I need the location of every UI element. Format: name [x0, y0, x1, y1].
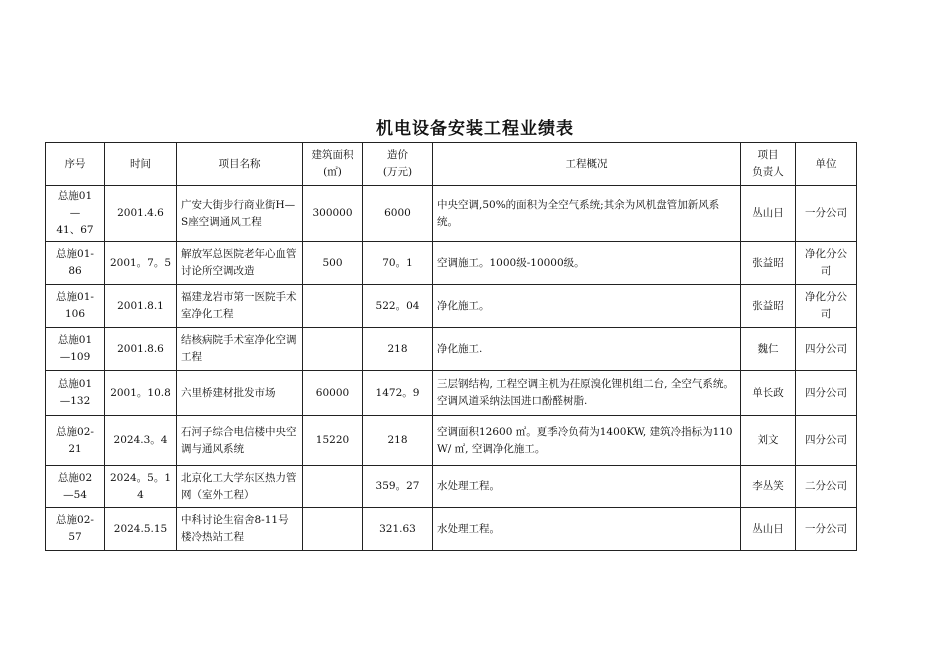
cell-seq [46, 328, 105, 371]
cell-project-name: 广安大街步行商业街H—S座空调通风工程 [177, 186, 303, 242]
seq-line: 21 [68, 442, 82, 455]
cell-lead: 魏仁 [741, 328, 796, 371]
cell-unit: 一分公司 [796, 508, 857, 551]
cell-seq [46, 285, 105, 328]
cell-cost: 70。1 [363, 242, 433, 285]
cell-area [303, 508, 363, 551]
cell-project-name: 结核病院手术室净化空调工程 [177, 328, 303, 371]
cell-seq [46, 186, 105, 242]
cell-seq [46, 242, 105, 285]
cell-seq [46, 416, 105, 466]
cell-seq [46, 508, 105, 551]
performance-table [45, 142, 857, 551]
seq-line: 总施01 [57, 334, 93, 346]
table-row [46, 416, 857, 466]
cell-project-name: 福建龙岩市第一医院手术室净化工程 [177, 285, 303, 328]
cell-cost: 218 [363, 416, 433, 466]
cell-lead: 张益昭 [741, 242, 796, 285]
cell-cost: 321.63 [363, 508, 433, 551]
header-time: 时间 [105, 143, 177, 186]
seq-line: 总施01- [56, 291, 94, 303]
cell-area [303, 466, 363, 508]
cell-area [303, 328, 363, 371]
cell-lead: 单长政 [741, 371, 796, 416]
seq-line: —132 [59, 395, 91, 407]
table-row [46, 371, 857, 416]
seq-line: 总施02- [56, 425, 94, 438]
cell-project-name: 中科讨论生宿舍8-11号楼冷热站工程 [177, 508, 303, 551]
cell-time: 2024.5.15 [105, 508, 177, 551]
seq-line: 总施01- [56, 248, 94, 260]
cell-overview: 空调面积12600 ㎡。夏季冷负荷为1400KW, 建筑冷指标为110W/ ㎡, 空调净化施工。 [433, 416, 741, 466]
cell-time: 2001.8.1 [105, 285, 177, 328]
seq-line: 106 [64, 308, 86, 320]
cell-cost: 218 [363, 328, 433, 371]
cell-area: 15220 [303, 416, 363, 466]
cell-lead: 张益昭 [741, 285, 796, 328]
cell-project-name: 六里桥建材批发市场 [177, 371, 303, 416]
seq-line: 总施01 [57, 190, 93, 202]
cell-cost: 1472。9 [363, 371, 433, 416]
cell-unit: 四分公司 [796, 416, 857, 466]
cell-seq [46, 466, 105, 508]
cell-lead: 李丛笑 [741, 466, 796, 508]
table-row [46, 508, 857, 551]
cell-project-name: 北京化工大学东区热力管网（室外工程） [177, 466, 303, 508]
cell-project-name: 石河子综合电信楼中央空调与通风系统 [177, 416, 303, 466]
cell-lead: 丛山日 [741, 186, 796, 242]
cell-area [303, 285, 363, 328]
cell-cost: 6000 [363, 186, 433, 242]
cell-time: 2001。7。5 [105, 242, 177, 285]
cell-seq [46, 371, 105, 416]
seq-line: — [69, 207, 81, 219]
cell-time: 2001.8.6 [105, 328, 177, 371]
header-cost-line1: 造价 [387, 149, 408, 161]
seq-line: 86 [68, 265, 82, 277]
seq-line: 总施02 [57, 471, 93, 484]
cell-time: 2001.4.6 [105, 186, 177, 242]
header-lead-line1: 项目 [757, 149, 779, 161]
cell-overview: 三层钢结构, 工程空调主机为茌原溴化锂机组二台, 全空气系统。空调风道采纳法国进口酚醛树脂. [433, 371, 741, 416]
header-cost-line2: (万元) [382, 166, 413, 178]
cell-cost: 522。04 [363, 285, 433, 328]
cell-overview: 净化施工。 [433, 285, 741, 328]
header-cost [363, 143, 433, 186]
cell-time: 2024。5。14 [105, 466, 177, 508]
cell-overview: 空调施工。1000级-10000级。 [433, 242, 741, 285]
cell-project-name: 解放军总医院老年心血管讨论所空调改造 [177, 242, 303, 285]
cell-time: 2024.3。4 [105, 416, 177, 466]
seq-line: —109 [59, 351, 91, 363]
cell-area: 60000 [303, 371, 363, 416]
cell-unit: 净化分公司 [796, 285, 857, 328]
header-row [46, 143, 857, 186]
cell-unit: 二分公司 [796, 466, 857, 508]
cell-unit: 四分公司 [796, 328, 857, 371]
table-row [46, 466, 857, 508]
header-seq: 序号 [46, 143, 105, 186]
cell-area: 500 [303, 242, 363, 285]
header-unit: 单位 [796, 143, 857, 186]
page-title: 机电设备安装工程业绩表 [376, 119, 574, 139]
table-row [46, 328, 857, 371]
header-lead-line2: 负责人 [752, 166, 784, 178]
cell-lead: 丛山日 [741, 508, 796, 551]
seq-line: 总施01 [57, 378, 93, 390]
table-row [46, 242, 857, 285]
seq-line: —54 [63, 488, 87, 501]
header-project-name: 项目名称 [177, 143, 303, 186]
seq-line: 57 [68, 531, 82, 543]
cell-unit: 四分公司 [796, 371, 857, 416]
cell-overview: 净化施工. [433, 328, 741, 371]
cell-overview: 中央空调,50%的面积为全空气系统;其余为风机盘管加新风系统。 [433, 186, 741, 242]
header-lead [741, 143, 796, 186]
cell-unit: 净化分公司 [796, 242, 857, 285]
table-row [46, 186, 857, 242]
cell-unit: 一分公司 [796, 186, 857, 242]
cell-overview: 水处理工程。 [433, 508, 741, 551]
header-area [303, 143, 363, 186]
seq-line: 总施02- [56, 514, 94, 526]
table-row [46, 285, 857, 328]
header-area-line1: 建筑面积 [311, 149, 354, 161]
header-area-line2: (㎡) [323, 166, 342, 178]
cell-cost: 359。27 [363, 466, 433, 508]
cell-lead: 刘文 [741, 416, 796, 466]
cell-time: 2001。10.8 [105, 371, 177, 416]
header-overview: 工程概况 [433, 143, 741, 186]
cell-overview: 水处理工程。 [433, 466, 741, 508]
seq-line: 41、67 [56, 224, 94, 236]
cell-area: 300000 [303, 186, 363, 242]
